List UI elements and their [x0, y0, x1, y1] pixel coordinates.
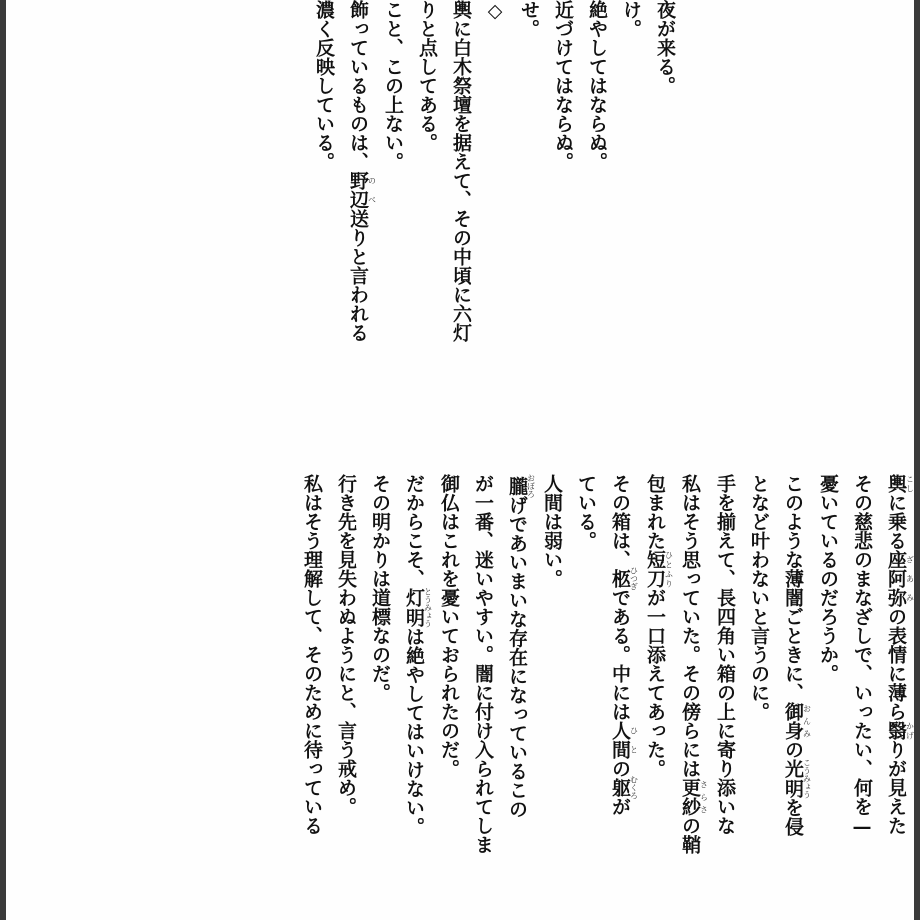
text-segment: このような薄闇ごときに、: [782, 474, 804, 702]
ruby-word: 御身おんみ: [782, 702, 812, 740]
text-segment: の: [782, 740, 804, 759]
text-segment: が一口添えてあった。: [644, 588, 666, 778]
text-segment: の表情に薄ら: [885, 607, 907, 721]
text-column: 濃く反映している。: [313, 0, 335, 171]
ruby-word: 躯むくろ: [609, 775, 639, 800]
section-separator: ◇: [484, 0, 506, 22]
text-column: 御仏はこれを憂いておられたのだ。: [438, 474, 460, 778]
text-column: け。: [620, 0, 642, 38]
text-column: その明かりは道標なのだ。: [369, 474, 391, 702]
furigana: ひと: [629, 721, 639, 759]
text-column: となど叶わないと言うのに。: [748, 474, 770, 721]
furigana: ひとふり: [664, 550, 674, 588]
ruby-word: 光明こうみょう: [782, 758, 812, 799]
furigana: ざあみ: [905, 550, 914, 607]
text-column: せ。: [518, 0, 540, 38]
text-segment: だからこそ、: [403, 474, 425, 588]
text-column: りと点してある。: [416, 0, 438, 152]
text-column: その慈悲のまなざしで、いったい、何を—: [851, 474, 873, 838]
furigana: かげ: [905, 721, 914, 740]
text-column: [879, 474, 914, 920]
text-segment: に乗る: [885, 493, 907, 550]
furigana: とうみょう: [423, 587, 433, 628]
ruby-word: 更紗さらさ: [679, 778, 709, 816]
text-segment: の: [609, 759, 631, 778]
ruby-word: 灯明とうみょう: [403, 587, 433, 628]
text-segment: 送りと言われる: [347, 209, 369, 342]
furigana: おんみ: [802, 702, 812, 740]
ruby-word: 野辺のべ: [347, 171, 377, 209]
furigana: こうみょう: [802, 758, 812, 799]
text-segment: その箱は、: [609, 474, 631, 569]
text-column: [638, 474, 673, 920]
furigana: おぼろ: [526, 474, 536, 498]
text-column: 夜が来る。: [654, 0, 676, 95]
text-column: が一番、迷いやすい。闇に付け入られてしま: [472, 474, 494, 854]
ruby-word: 人間ひと: [609, 721, 639, 759]
text-column: 近づけてはならぬ。: [552, 0, 574, 171]
text-segment: 私はそう思っていた。その傍らには: [679, 474, 701, 778]
text-column: 輿に白木祭壇を据えて、その中頃に六灯: [450, 0, 472, 342]
text-segment: りが見えた: [885, 740, 907, 835]
text-column: [341, 0, 376, 430]
text-column: 人間は弱い。: [541, 474, 563, 588]
furigana: ひつぎ: [629, 566, 639, 591]
text-segment: げであいまいな存在になっているこの: [506, 495, 528, 819]
text-column: 行き先を見失わぬようにと、言う戒め。: [335, 474, 357, 816]
text-segment: が: [609, 797, 631, 816]
text-segment: を侵: [782, 798, 804, 836]
text-column: 手を揃えて、長四角い箱の上に寄り添いな: [714, 474, 736, 835]
furigana: さらさ: [699, 778, 709, 816]
ruby-word: 輿こし: [885, 474, 914, 493]
furigana: のべ: [367, 171, 377, 209]
text-column: [500, 474, 535, 920]
text-column: [776, 474, 811, 920]
text-column: 私はそう理解して、そのために待っている: [301, 474, 323, 835]
text-segment: 飾っているものは、: [347, 0, 369, 171]
furigana: むくろ: [629, 775, 639, 800]
ruby-word: 短刀ひとふり: [644, 550, 674, 588]
text-block-top: [307, 0, 682, 430]
ruby-word: 朧おぼろ: [506, 474, 536, 498]
ruby-word: 柩ひつぎ: [609, 566, 639, 591]
ruby-word: 座阿弥ざあみ: [885, 550, 914, 607]
text-column: [673, 474, 708, 920]
text-column: 絶やしてはならぬ。: [586, 0, 608, 171]
furigana: こし: [905, 474, 914, 493]
text-column: [603, 474, 638, 920]
text-column: こと、この上ない。: [382, 0, 404, 171]
text-block-bottom: [295, 474, 914, 920]
text-segment: は絶やしてはいけない。: [403, 627, 425, 836]
text-column: ている。: [575, 474, 597, 550]
ruby-word: 翳かげ: [885, 721, 914, 740]
text-segment: 包まれた: [644, 474, 666, 550]
text-column: 憂いているのだろうか。: [817, 474, 839, 683]
text-segment: である。中には: [609, 588, 631, 721]
text-column: [397, 474, 432, 920]
text-segment: の鞘: [679, 816, 701, 854]
document-page: [6, 0, 914, 920]
